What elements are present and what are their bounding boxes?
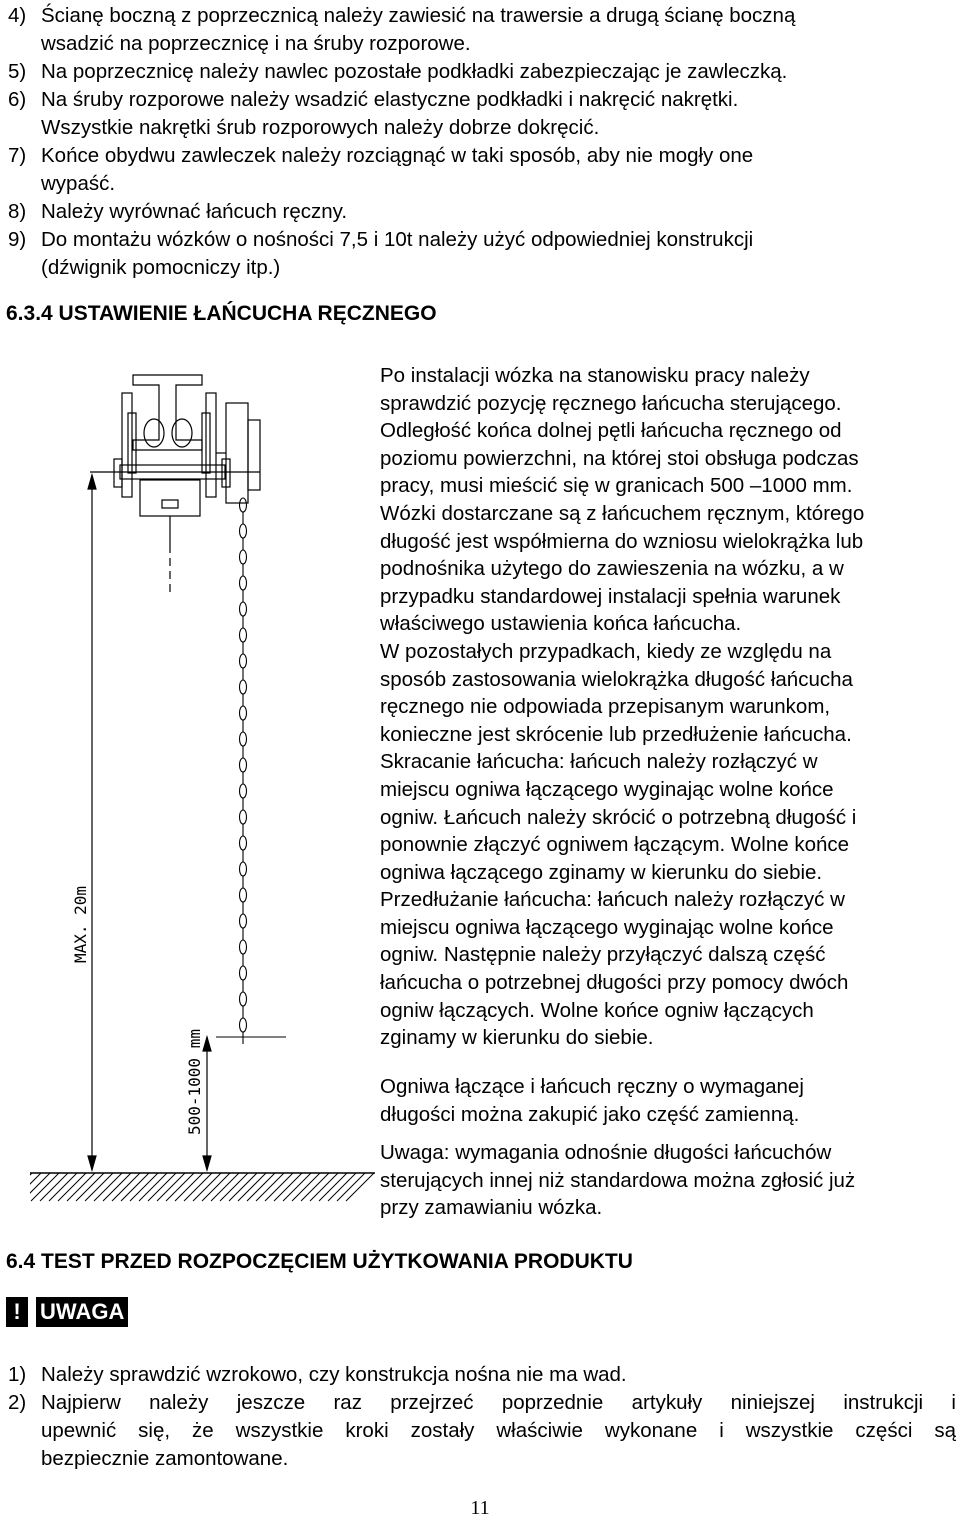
chain-link bbox=[240, 628, 247, 642]
chain-link bbox=[240, 836, 247, 850]
ground-hatch-line bbox=[301, 1173, 329, 1201]
ground-hatch-line bbox=[292, 1173, 320, 1201]
ground-hatch-line bbox=[346, 1173, 374, 1201]
ground-hatch-line bbox=[247, 1173, 275, 1201]
ground-hatch-line bbox=[283, 1173, 311, 1201]
chain-setup-text: Po instalacji wózka na stanowisku pracy należy sprawdzić pozycję ręcznego łańcucha sterującego. Odległość końca dolnej pętli łańcucha ręcznego od poziomu powierzchni, na której stoi obsługa podczas pracy, musi mieścić się w granicach 500 –1000 mm. Wózki dostarczane są z łańcuchem ręcznym, którego długość jest współmierna do wzniosu wielokrążka lub podnośnika użytego do zawieszenia na wózku, a w przypadku standardowej instalacji spełnia warunek właściwego ustawienia końca łańcucha. W pozostałych przypadkach, kiedy ze względu na sposób zastosowania wielokrążka długość łańcucha ręcznego nie odpowiada przepisanym warunkom, konieczne jest skrócenie lub przedłużenie łańcucha. Skracanie łańcucha: łańcuch należy rozłączyć w miejscu ogniwa łączącego wyginając wolne końce ogniw. Łańcuch należy skrócić o potrzebną długość i ponownie złączyć ogniwem łączącym. Wolne końce ogniwa łączącego zginamy w kierunku do siebie. Przedłużanie łańcucha: łańcuch należy rozłączyć w miejscu ogniwa łączącego wyginając wolne końce ogniw. Następnie należy przyłączyć dalszą część łańcucha o potrzebnej długości przy pomocy dwóch ogniw łączących. Wolne końce ogniw łączących zginamy w kierunku do siebie. bbox=[380, 364, 865, 1050]
chain-link bbox=[240, 914, 247, 928]
chain-link bbox=[240, 862, 247, 876]
note-text: Uwaga: wymagania odnośnie długości łańcuchów sterujących innej niż standardowa można zgłosić już przy zamawianiu wózka. bbox=[380, 1141, 856, 1220]
ground-hatch-line bbox=[166, 1173, 194, 1201]
ground-hatch-line bbox=[256, 1173, 284, 1201]
ground-hatch-line bbox=[148, 1173, 176, 1201]
warning-label: UWAGA bbox=[36, 1297, 128, 1327]
chain-link bbox=[240, 966, 247, 980]
chain-link bbox=[240, 680, 247, 694]
ground-hatch-line bbox=[94, 1173, 122, 1201]
page-number: 11 bbox=[470, 1497, 490, 1519]
chain-link bbox=[240, 810, 247, 824]
ground-hatch-line bbox=[85, 1173, 113, 1201]
chain-end-dimension bbox=[203, 1037, 286, 1170]
ground-surface bbox=[30, 1173, 375, 1201]
ground-hatch-line bbox=[337, 1173, 365, 1201]
ground-hatch-line bbox=[229, 1173, 257, 1201]
ground-hatch-line bbox=[58, 1173, 86, 1201]
ground-hatch-line bbox=[67, 1173, 95, 1201]
hand-chain bbox=[240, 498, 247, 1044]
ground-hatch-line bbox=[319, 1173, 347, 1201]
chain-link bbox=[240, 732, 247, 746]
ground-hatch-line bbox=[76, 1173, 104, 1201]
chain-link bbox=[240, 888, 247, 902]
list-item-text: Końce obydwu zawleczek należy rozciągnąć w taki sposób, aby nie mogły one wypaść. bbox=[41, 144, 754, 195]
chain-link bbox=[240, 498, 247, 512]
ground-hatch-line bbox=[112, 1173, 140, 1201]
ground-hatch-line bbox=[202, 1173, 230, 1201]
ground-hatch-line bbox=[238, 1173, 266, 1201]
ground-hatch-line bbox=[220, 1173, 248, 1201]
ground-hatch-line bbox=[130, 1173, 158, 1201]
chain-end-range-label: 500-1000 mm bbox=[185, 1029, 204, 1135]
list-item-text: Należy wyrównać łańcuch ręczny. bbox=[41, 200, 348, 223]
warning-banner bbox=[6, 1296, 128, 1328]
list-item-text: Na poprzecznicę należy nawlec pozostałe podkładki zabezpieczając je zawleczką. bbox=[41, 60, 788, 83]
ground-hatch-line bbox=[121, 1173, 149, 1201]
spare-parts-text: Ogniwa łączące i łańcuch ręczny o wymaganej długości można zakupić jako część zamienną. bbox=[380, 1075, 804, 1126]
list-item-text: Ścianę boczną z poprzecznicą należy zawiesić na trawersie a drugą ścianę boczną wsadzić na poprzecznicę i na śruby rozporowe. bbox=[41, 4, 796, 55]
ground-hatch-line bbox=[310, 1173, 338, 1201]
ground-hatch-line bbox=[49, 1173, 77, 1201]
ground-hatch-line bbox=[30, 1173, 50, 1201]
list-item-text: Do montażu wózków o nośności 7,5 i 10t należy użyć odpowiedniej konstrukcji (dźwignik pomocniczy itp.) bbox=[41, 228, 754, 279]
ground-hatch-line bbox=[31, 1173, 59, 1201]
warning-icon: ! bbox=[6, 1297, 28, 1327]
list-item-64-2-text: Najpierw należy jeszcze raz przejrzeć poprzednie artykuły niniejszej instrukcji i upewnić się, że wszystkie kroki zostały właściwie wykonane i wszystkie części są bezpiecznie zamontowane. bbox=[41, 1391, 956, 1470]
chain-link bbox=[240, 706, 247, 720]
trolley-body bbox=[90, 375, 260, 595]
chain-link bbox=[240, 784, 247, 798]
section-heading-64: 6.4 TEST PRZED ROZPOCZĘCIEM UŻYTKOWANIA PRODUKTU bbox=[6, 1250, 633, 1273]
chain-link bbox=[240, 992, 247, 1006]
chain-link bbox=[240, 1018, 247, 1032]
ground-hatch-line bbox=[193, 1173, 221, 1201]
chain-link bbox=[240, 524, 247, 538]
section-heading-634: 6.3.4 USTAWIENIE ŁAŃCUCHA RĘCZNEGO bbox=[6, 302, 437, 325]
list-item-text: Należy sprawdzić wzrokowo, czy konstrukcja nośna nie ma wad. bbox=[41, 1363, 627, 1386]
ground-hatch-line bbox=[211, 1173, 239, 1201]
ground-hatch-line bbox=[265, 1173, 293, 1201]
ground-hatch-line bbox=[139, 1173, 167, 1201]
chain-link bbox=[240, 550, 247, 564]
chain-link bbox=[240, 758, 247, 772]
list-item-text: Na śruby rozporowe należy wsadzić elastyczne podkładki i nakręcić nakrętki. Wszystkie nakrętki śrub rozporowych należy dobrze dokręcić. bbox=[41, 88, 739, 139]
chain-link bbox=[240, 576, 247, 590]
ground-hatch-line bbox=[157, 1173, 185, 1201]
max-height-label: MAX. 20m bbox=[71, 885, 90, 963]
chain-link bbox=[240, 602, 247, 616]
ground-hatch-line bbox=[175, 1173, 203, 1201]
chain-link bbox=[240, 654, 247, 668]
ground-hatch-line bbox=[103, 1173, 131, 1201]
ground-hatch-line bbox=[184, 1173, 212, 1201]
ground-hatch-line bbox=[328, 1173, 356, 1201]
ground-hatch-line bbox=[30, 1173, 32, 1201]
trolley-chain-drawing bbox=[30, 355, 375, 1220]
ground-hatch-line bbox=[40, 1173, 68, 1201]
max-height-dimension bbox=[88, 475, 96, 1170]
chain-link bbox=[240, 940, 247, 954]
ground-hatch-line bbox=[274, 1173, 302, 1201]
